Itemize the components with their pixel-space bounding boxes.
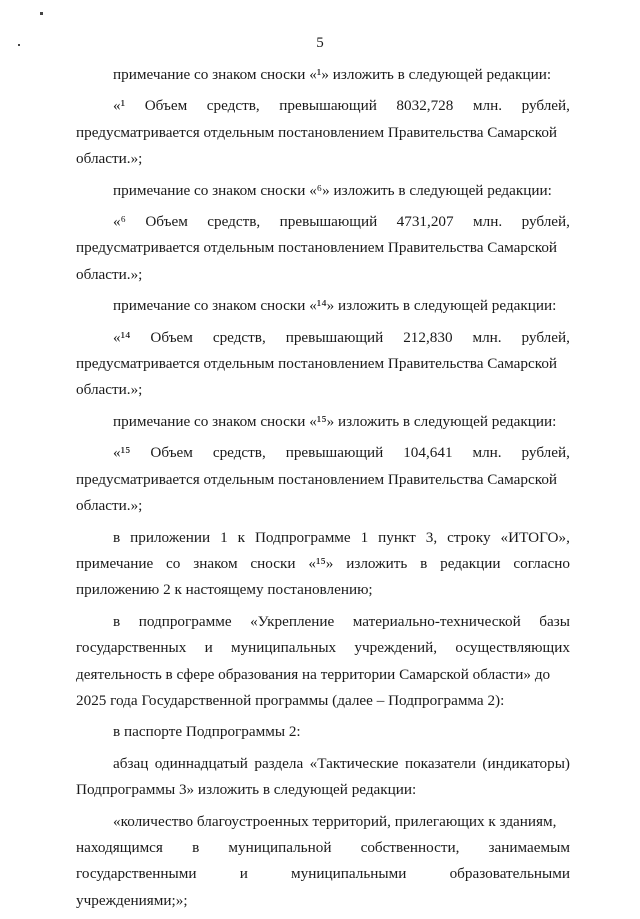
word: материально-технической (352, 612, 521, 630)
justified-line (76, 635, 570, 661)
word: Объем (144, 97, 188, 115)
word: 4731,207 (396, 213, 454, 231)
word: раздела (254, 754, 304, 772)
word: занимаемым (488, 838, 570, 856)
word: 1 (360, 528, 369, 546)
paragraph-tactical-indicators (76, 751, 570, 804)
paragraph-footnote-15-text (76, 440, 570, 519)
word: и (239, 865, 248, 883)
word: 8032,728 (396, 97, 454, 115)
paragraph-passport: в паспорте Подпрограммы 2: (113, 723, 301, 741)
paragraph-footnote-14-text (76, 325, 570, 404)
text-line: области.»; (76, 265, 143, 283)
word: средств, (206, 97, 260, 115)
word: одиннадцатый (154, 754, 248, 772)
justified-line (76, 609, 570, 635)
word: осуществляющих (455, 639, 570, 657)
word: согласно (513, 554, 570, 572)
justified-line (76, 525, 570, 551)
word: «¹ (113, 97, 126, 115)
justified-line (76, 209, 570, 235)
text-line: области.»; (76, 497, 143, 515)
word: государственными (76, 865, 197, 883)
word: превышающий (285, 328, 384, 346)
justified-line (76, 93, 570, 119)
word: со (166, 554, 181, 572)
word: редакции (440, 554, 501, 572)
word: превышающий (279, 97, 377, 115)
word: в (192, 838, 200, 856)
word: и (204, 639, 213, 657)
word: 212,830 (403, 328, 453, 346)
word: изложить (346, 554, 408, 572)
word: средств, (212, 444, 266, 462)
text-line: области.»; (76, 150, 143, 168)
word: «¹⁴ (113, 328, 131, 346)
word: муниципальными (291, 865, 407, 883)
word: средств, (212, 328, 266, 346)
word: 1 (220, 528, 228, 546)
scan-mark (40, 12, 43, 15)
word: «ИТОГО», (500, 528, 570, 546)
document-body (76, 62, 570, 919)
word: показатели (404, 754, 476, 772)
word: базы (539, 612, 570, 630)
justified-line (76, 861, 570, 887)
word: млн. (472, 444, 502, 462)
text-line: «количество благоустроенных территорий, прилегающих к зданиям, (113, 812, 557, 830)
word: Объем (145, 213, 188, 231)
word: 3, (425, 528, 438, 546)
word: «Укрепление (250, 612, 335, 630)
word: в (420, 554, 428, 572)
paragraph-footnote-1-text (76, 93, 570, 172)
word: рублей, (521, 213, 570, 231)
word: млн. (473, 213, 503, 231)
word: пункт (378, 528, 416, 546)
word: муниципальной (228, 838, 332, 856)
text-line: Подпрограммы 3» изложить в следующей редакции: (76, 781, 417, 799)
text-line: предусматривается отдельным постановлением Правительства Самарской (76, 355, 558, 373)
word: абзац (113, 754, 149, 772)
word: Объем (150, 444, 193, 462)
paragraph-footnote-1-intro: примечание со знаком сноски «¹» изложить в следующей редакции: (113, 66, 552, 83)
word: находящимся (76, 838, 163, 856)
word: «¹⁵ (113, 444, 131, 462)
justified-line (76, 835, 570, 861)
justified-line (76, 751, 570, 777)
word: Объем (150, 328, 193, 346)
text-line: приложению 2 к настоящему постановлению; (76, 581, 373, 599)
justified-line (76, 325, 570, 351)
paragraph-footnote-6-text (76, 209, 570, 288)
paragraph-footnote-14-intro: примечание со знаком сноски «¹⁴» изложить в следующей редакции: (113, 297, 557, 315)
word: приложении (130, 528, 211, 546)
word: собственности, (360, 838, 460, 856)
paragraph-footnote-6-intro: примечание со знаком сноски «⁶» изложить в следующей редакции: (113, 181, 552, 199)
word: превышающий (285, 444, 384, 462)
word: «Тактические (309, 754, 399, 772)
word: муниципальных (230, 639, 337, 657)
word: «¹⁵» (308, 554, 334, 572)
page-number: 5 (316, 35, 324, 51)
word: примечание (76, 554, 154, 572)
text-line: предусматривается отдельным постановлением Правительства Самарской (76, 123, 558, 141)
paragraph-subprogram-2 (76, 609, 570, 715)
word: государственных (76, 639, 187, 657)
word: в (113, 528, 121, 546)
word: 104,641 (403, 444, 453, 462)
word: «⁶ (113, 213, 126, 231)
word: млн. (472, 328, 502, 346)
paragraph-footnote-15-intro: примечание со знаком сноски «¹⁵» изложить в следующей редакции: (113, 412, 557, 430)
word: средств, (207, 213, 261, 231)
word: учреждений, (354, 639, 438, 657)
word: в (113, 612, 121, 630)
text-line: предусматривается отдельным постановлением Правительства Самарской (76, 470, 558, 488)
justified-line (76, 440, 570, 466)
word: (индикаторы) (482, 754, 570, 772)
word: знаком (193, 554, 238, 572)
word: рублей, (521, 328, 570, 346)
word: подпрограмме (138, 612, 232, 630)
word: превышающий (279, 213, 378, 231)
text-line: предусматривается отдельным постановлением Правительства Самарской (76, 239, 558, 257)
word: строку (447, 528, 491, 546)
text-line: области.»; (76, 381, 143, 399)
paragraph-appendix-total (76, 525, 570, 604)
word: рублей, (521, 444, 570, 462)
text-line: учреждениями;»; (76, 891, 188, 909)
word: образовательными (449, 865, 570, 883)
word: млн. (472, 97, 503, 115)
justified-line (76, 551, 570, 577)
paragraph-territories-count (76, 809, 570, 915)
word: к (237, 528, 246, 546)
text-line: 2025 года Государственной программы (далее – Подпрограмма 2): (76, 691, 505, 709)
text-line: деятельность в сфере образования на территории Самарской области» до (76, 665, 551, 683)
word: сноски (250, 554, 296, 572)
word: Подпрограмме (254, 528, 351, 546)
word: рублей, (521, 97, 570, 115)
